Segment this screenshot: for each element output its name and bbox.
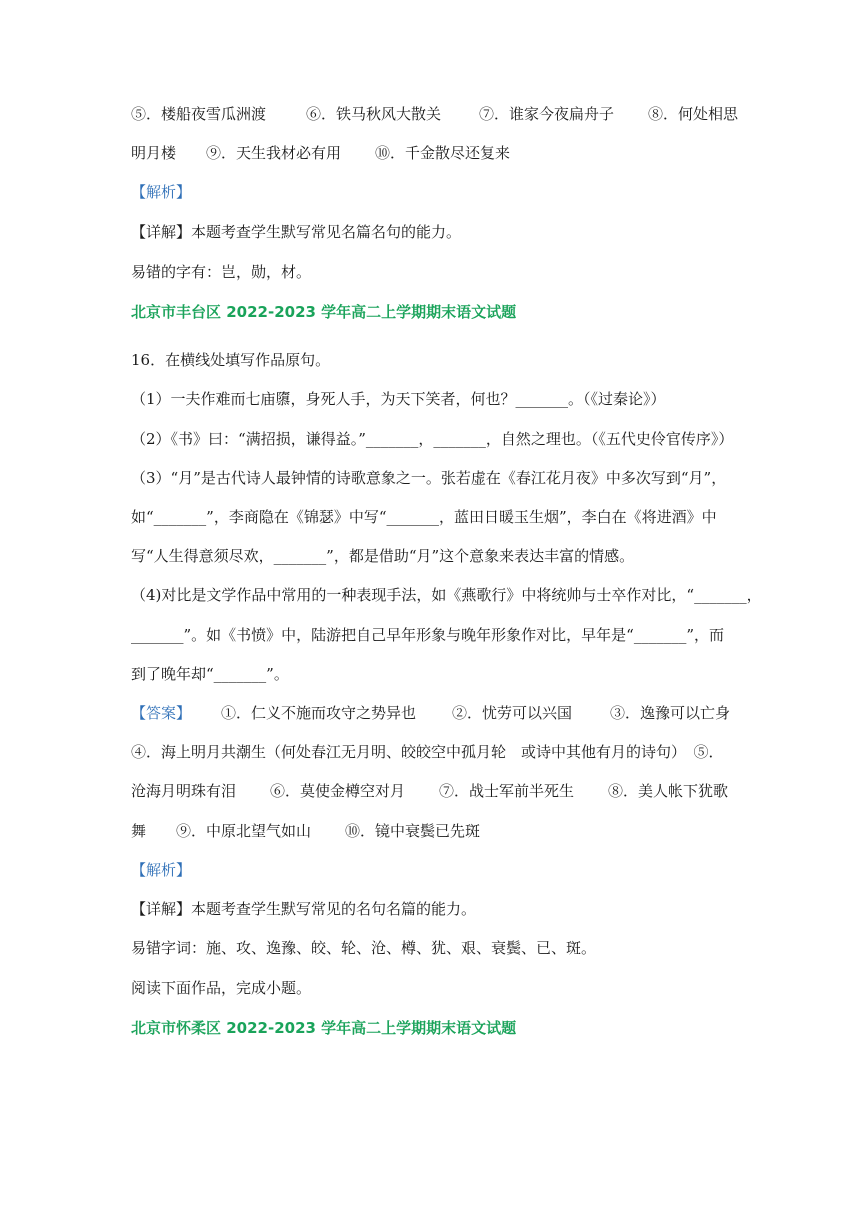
section-heading-huairou: 北京市怀柔区 2022-2023 学年高二上学期期末语文试题 — [131, 1019, 517, 1037]
answer-2: ②．忧劳可以兴国 — [452, 704, 573, 722]
answer-9: ⑨．中原北望气如山 — [176, 822, 312, 840]
answer-line-1 — [131, 703, 731, 723]
analysis-tag: 【解析】 — [131, 861, 192, 879]
answer-10: ⑩．镜中衰鬓已先斑 — [345, 822, 481, 840]
answer-line-2: ④．海上明月共潮生（何处春江无月明、皎皎空中孤月轮 或诗中其他有月的诗句） ⑤． — [131, 743, 724, 761]
question-part-4-line-1: （4)对比是文学作品中常用的一种表现手法，如《燕歌行》中将统帅与士卒作对比，“_______， — [131, 586, 762, 604]
answer-line-3 — [131, 781, 731, 801]
answer-tag: 【答案】 — [131, 704, 192, 722]
answer-3: ③．逸豫可以亡身 — [610, 704, 731, 722]
analysis-detail-text: 本题考查学生默写常见的名句名篇的能力。 — [191, 900, 477, 918]
answer-5: 沧海月明珠有泪 — [131, 782, 237, 800]
prev-answer-6: ⑥．铁马秋风大散关 — [306, 105, 442, 123]
analysis-errors: 易错字词：施、攻、逸豫、皎、轮、沧、樽、犹、艰、衰鬓、已、斑。 — [131, 939, 597, 957]
question-part-4-line-3: 到了晚年却“_______”。 — [131, 665, 289, 683]
question-part-3-line-2: 如“_______”，李商隐在《锦瑟》中写“_______，蓝田日暖玉生烟”，李白在《将进酒》中 — [131, 508, 717, 526]
answer-line-4 — [131, 821, 731, 841]
prev-detail-tag: 【详解】 — [131, 223, 192, 241]
prev-answer-8: ⑧．何处相思 — [648, 105, 739, 123]
prev-errors: 易错的字有：岂，勋，材。 — [131, 263, 312, 281]
question-part-3-line-1: （3）“月”是古代诗人最钟情的诗歌意象之一。张若虚在《春江花月夜》中多次写到“月”， — [131, 469, 727, 487]
answer-7: ⑦．战士军前半死生 — [439, 782, 575, 800]
question-title: 16．在横线处填写作品原句。 — [131, 351, 331, 369]
analysis-detail — [131, 899, 731, 919]
question-part-1: （1）一夫作难而七庙隳，身死人手，为天下笑者，何也？_______。（《过秦论》） — [131, 390, 666, 408]
answer-6: ⑥．莫使金樽空对月 — [270, 782, 406, 800]
prev-answer-5: ⑤．楼船夜雪瓜洲渡 — [131, 105, 267, 123]
prev-analysis-tag: 【解析】 — [131, 183, 192, 201]
prev-detail — [131, 222, 731, 242]
answer-8: ⑧．美人帐下犹歌 — [608, 782, 729, 800]
question-part-3-line-3: 写“人生得意须尽欢，_______”，都是借助“月”这个意象来表达丰富的情感。 — [131, 547, 635, 565]
analysis-detail-tag: 【详解】 — [131, 900, 192, 918]
question-part-2: （2）《书》曰：“满招损，谦得益。”_______，_______，自然之理也。（《五代史伶官传序》） — [131, 430, 734, 448]
answer-1: ①．仁义不施而攻守之势异也 — [221, 704, 417, 722]
question-part-4-line-2: _______”。如《书愤》中，陆游把自己早年形象与晚年形象作对比，早年是“_______”，而 — [131, 626, 725, 644]
prev-answer-line-1 — [131, 104, 739, 124]
prev-answer-10: ⑩．千金散尽还复来 — [375, 144, 511, 162]
prev-detail-text: 本题考查学生默写常见名篇名句的能力。 — [191, 223, 462, 241]
prev-answer-8-cont: 明月楼 — [131, 144, 177, 162]
answer-8-cont: 舞 — [131, 822, 147, 840]
prev-answer-9: ⑨．天生我材必有用 — [206, 144, 342, 162]
reading-instruction: 阅读下面作品，完成小题。 — [131, 979, 312, 997]
prev-answer-7: ⑦．谁家今夜扁舟子 — [479, 105, 615, 123]
section-heading-fengtai: 北京市丰台区 2022-2023 学年高二上学期期末语文试题 — [131, 303, 517, 321]
prev-answer-line-2 — [131, 143, 731, 163]
